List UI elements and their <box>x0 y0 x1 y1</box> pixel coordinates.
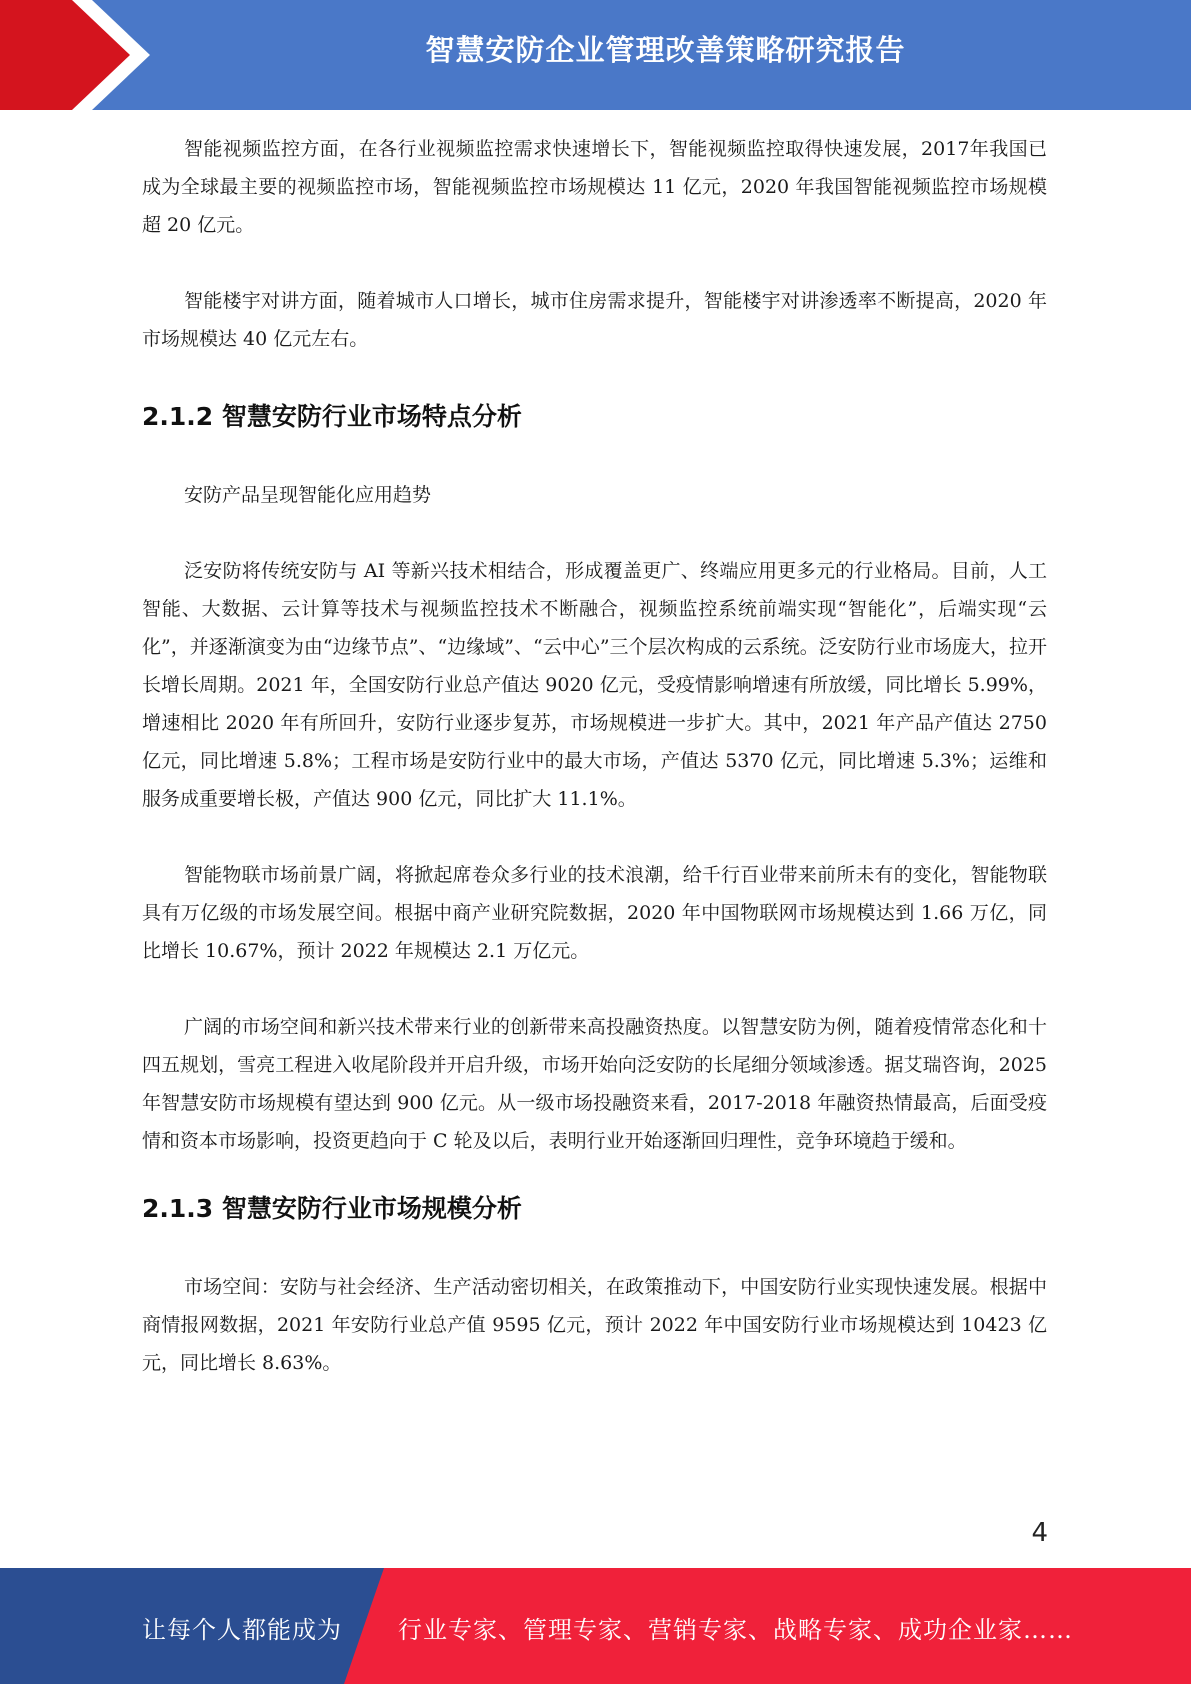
section-heading-market-size: 2.1.3 智慧安防行业市场规模分析 <box>142 1194 522 1223</box>
paragraph-video-surveillance: 智能视频监控方面，在各行业视频监控需求快速增长下，智能视频监控取得快速发展，2017年我国已成为全球最主要的视频监控市场，智能视频监控市场规模达 11 亿元，2020 年我国智能视频监控市场规模超 20 亿元。 <box>142 138 1047 236</box>
paragraph-building-intercom: 智能楼宇对讲方面，随着城市人口增长，城市住房需求提升，智能楼宇对讲渗透率不断提高，2020 年市场规模达 40 亿元左右。 <box>142 290 1047 350</box>
page-header <box>0 0 1191 110</box>
footer-slogan-right: 行业专家、管理专家、营销专家、战略专家、成功企业家…… <box>398 1616 1073 1644</box>
report-title: 智慧安防企业管理改善策略研究报告 <box>425 33 906 67</box>
paragraph-market-space: 市场空间：安防与社会经济、生产活动密切相关，在政策推动下，中国安防行业实现快速发展。根据中商情报网数据，2021 年安防行业总产值 9595 亿元，预计 2022 年中国安防行业市场规模达到 10423 亿元，同比增长 8.63%。 <box>142 1276 1047 1374</box>
paragraph-iot-market: 智能物联市场前景广阔，将掀起席卷众多行业的技术浪潮，给千行百业带来前所未有的变化，智能物联具有万亿级的市场发展空间。根据中商产业研究院数据，2020 年中国物联网市场规模达到 1.66 万亿，同比增长 10.67%，预计 2022 年规模达 2.1 万亿元。 <box>142 864 1047 962</box>
page-footer <box>0 1568 1191 1684</box>
page-content <box>142 130 1047 1382</box>
section-heading-market-features: 2.1.2 智慧安防行业市场特点分析 <box>142 402 522 431</box>
paragraph-pan-security: 泛安防将传统安防与 AI 等新兴技术相结合，形成覆盖更广、终端应用更多元的行业格局。目前，人工智能、大数据、云计算等技术与视频监控技术不断融合，视频监控系统前端实现“智能化”，后端实现“云化”，并逐渐演变为由“边缘节点”、“边缘域”、“云中心”三个层次构成的云系统。泛安防行业市场庞大，拉开长增长周期。2021 年，全国安防行业总产值达 9020 亿元，受疫情影响增速有所放缓，同比增长 5.99%，增速相比 2020 年有所回升，安防行业逐步复苏，市场规模进一步扩大。其中，2021 年产品产值达 2750 亿元，同比增速 5.8%；工程市场是安防行业中的最大市场，产值达 5370 亿元，同比增速 5.3%；运维和服务成重要增长极，产值达 900 亿元，同比扩大 11.1%。 <box>142 560 1047 810</box>
footer-slogan-left: 让每个人都能成为 <box>142 1616 342 1644</box>
paragraph-investment: 广阔的市场空间和新兴技术带来行业的创新带来高投融资热度。以智慧安防为例，随着疫情常态化和十四五规划，雪亮工程进入收尾阶段并开启升级，市场开始向泛安防的长尾细分领域渗透。据艾瑞咨询，2025 年智慧安防市场规模有望达到 900 亿元。从一级市场投融资来看，2017-2018 年融资热情最高，后面受疫情和资本市场影响，投资更趋向于 C 轮及以后，表明行业开始逐渐回归理性，竞争环境趋于缓和。 <box>142 1016 1047 1152</box>
paragraph-intelligent-trend: 安防产品呈现智能化应用趋势 <box>184 484 432 506</box>
page-number: 4 <box>1031 1518 1048 1548</box>
